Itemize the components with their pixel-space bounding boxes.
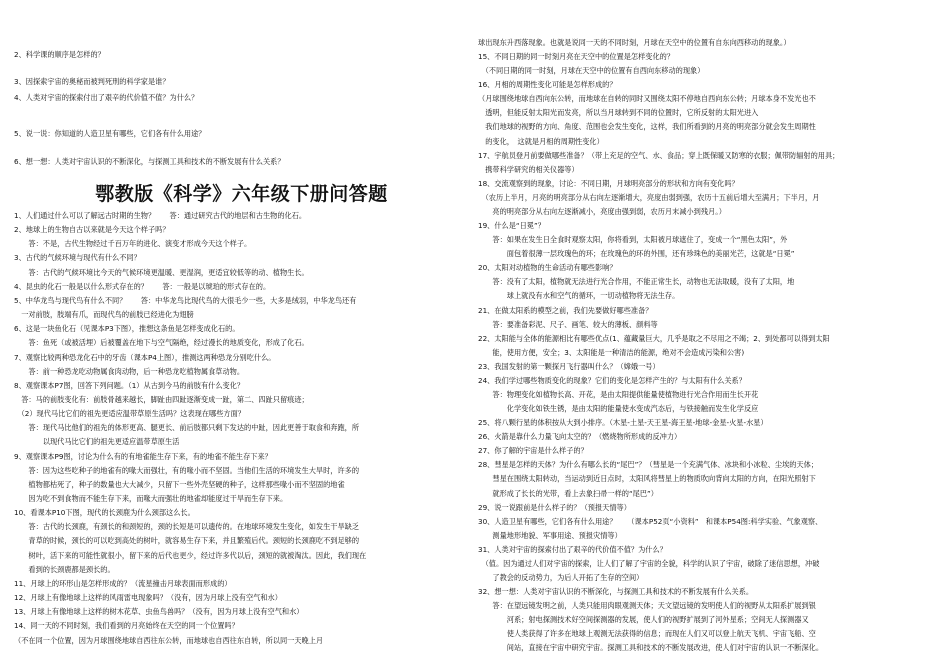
text-line: 16、月相的周期性变化可能是怎样形成的？ bbox=[478, 80, 617, 90]
text-line: 13、月球上有像地球上这样的树木花草、虫鱼鸟兽吗？（没有，因为月球上没有空气和水） bbox=[14, 607, 304, 617]
text-line: 答：古代的气候环境比今天的气候环境更温暖、更湿润，更适宜较低等的动、植物生长。 bbox=[14, 267, 309, 277]
top-question-5: 5、说一说：你知道的人造卫星有哪些，它们各有什么用途？ bbox=[14, 129, 206, 138]
text-line: 28、彗星是怎样的天体？为什么有哪么长的“尾巴”？（彗星是一个充满气体、冰块和小冰粒、尘埃的天体； bbox=[478, 460, 819, 470]
text-line: 彗星在围绕太阳转动，当运动到近日点时，太阳风将彗星上的物质吹向背向太阳的方向，在阳光照射下 bbox=[478, 474, 816, 484]
document-title: 鄂教版《科学》六年级下册问答题 bbox=[95, 183, 388, 205]
text-line: 17、宇航员登月前要做哪些准备？（带上充足的空气、水、食品；穿上既保暖又防寒的衣服；佩带防辐射的用具； bbox=[478, 150, 840, 160]
text-line: 1、人们通过什么可以了解远古时期的生物？ 答：通过研究古代的地层和古生物的化石。 bbox=[14, 211, 307, 220]
text-line: 29、说一说跟前是什么样子的？（预报天情等） bbox=[478, 502, 631, 512]
text-line: 答：古代的长颈鹿，有颈长的和颈短的，颈的长短是可以遗传的。在地球环境发生变化，如发生干旱缺乏 bbox=[14, 522, 360, 532]
text-line: 7、观察比较两种恐龙化石中的牙齿（课本P4上图），推测这两种恐龙分别吃什么。 bbox=[14, 352, 276, 362]
text-line: 间站，直接在宇宙中研究宇宙。探测工具和技术的不断发展改进，使人们对宇宙的认识一不断深化。 bbox=[478, 643, 824, 653]
text-line: 就形成了长长的光带，看上去象扫帚一样的“尾巴”） bbox=[478, 488, 658, 498]
text-line: 2、地球上的生物自古以来就是今天这个样子吗？ bbox=[14, 225, 170, 235]
text-line: 8、观察课本P7图，回答下列问题。（1）从古到今马的前肢有什么变化？ bbox=[14, 380, 245, 390]
top-question-4: 4、人类对宇宙的探索付出了艰辛的代价值不值？为什么？ bbox=[14, 93, 199, 102]
text-line: （值。因为通过人们对宇宙的探索，让人们了解了宇宙的全貌，科学的认识了宇宙，破除了迷信思想，冲破 bbox=[478, 558, 820, 568]
text-line: （不在同一个位置，因为月球围绕地球自西往东公转，而地球也自西往东自转，所以同一天晚上月 bbox=[14, 635, 324, 645]
text-line: 6、这是一块鱼化石（见课本P3下图），推想这条鱼是怎样变成化石的。 bbox=[14, 324, 240, 334]
text-line: 答：现代马比他们的祖先的体形更高、腿更长、前后肢都只剩下发达的中趾，因此更善于取食和奔跑，所 bbox=[14, 423, 360, 433]
text-line: 5、中华龙鸟与现代鸟有什么不同？ 答：中华龙鸟比现代鸟的大很毛少一些，大多是绒羽，中华龙鸟还有 bbox=[14, 295, 357, 305]
text-line: 青草的时候，颈长的可以吃到高处的树叶，就容易生存下来，并且繁殖后代。颈短的长颈鹿吃不到足够的 bbox=[14, 536, 360, 546]
text-line: 15、不同日期的同一时刻月亮在天空中的位置是怎样变化的？ bbox=[478, 52, 675, 62]
text-line: 植物都枯死了，种子的数量也大大减少，只留下一些外壳坚硬的种子，这样那些喙小而不坚固的地雀 bbox=[14, 479, 345, 489]
text-line: 因为吃不到食物而不能生存下来，而喙大而强壮的地雀却能度过干旱而生存下来。 bbox=[14, 494, 288, 503]
text-line: 答：前一种恐龙吃动物属食肉动物，后一种恐龙吃植物属食草动物。 bbox=[14, 366, 245, 376]
text-line: 一对前肢，肢端有爪，而现代鸟的前肢已经进化为翅膀 bbox=[14, 310, 194, 320]
text-line: 化学变化如铁生锈，是由太阳的能量使水变成汽态后，与铁接触而发生化学反应 bbox=[478, 404, 759, 414]
text-line: 10、看课本P10下图，现代的长颈鹿为什么颈部这么长。 bbox=[14, 508, 195, 518]
text-line: 使人类获得了许多在地球上观测无法获得的信息；而现在人们又可以登上航天飞机、宇宙飞船、空 bbox=[478, 629, 816, 639]
text-line: 以现代马比它们的祖先更适应温带草原生活 bbox=[14, 437, 180, 447]
text-line: 答：因为这些吃种子的地雀有的喙大而强壮，有的喙小而不坚固。当他们生活的环境发生大旱时，许多的 bbox=[14, 465, 360, 475]
text-line: 透明，但能反射太阳光而发亮，所以当月球转到不同的位置时，它所反射的太阳光进入 bbox=[478, 108, 759, 118]
top-question-2: 2、科学课的顺序是怎样的？ bbox=[14, 50, 105, 59]
text-line: 的变化， 这就是月相的周期性变化） bbox=[478, 136, 604, 146]
text-line: 22、太阳能与全体的能源相比有哪些优点(1、蕴藏量巨大，几乎是取之不尽用之不竭；2、到处都可以得到太阳 bbox=[478, 333, 830, 343]
text-line: 9、观察课本P9图，讨论为什么有的有地雀能生存下来，有的地雀不能生存下来？ bbox=[14, 451, 272, 461]
text-line: 答：在望远镜发明之前，人类只能用肉眼观测天体；天文望远镜的发明使人们的视野从太阳系扩展到银 bbox=[478, 601, 816, 611]
text-line: 了教会的反动势力，为后人开拓了生存的空间） bbox=[478, 573, 644, 583]
top-question-3: 3、因探索宇宙的奥秘而被判死刑的科学家是谁？ bbox=[14, 77, 170, 86]
text-line: （不同日期的同一时刻，月球在天空中的位置有自西向东移动的现象） bbox=[478, 66, 705, 76]
text-line: 亮的明亮部分从右向左逐渐减小，亮度由强到弱，农历月末减小到残月。） bbox=[478, 206, 726, 216]
text-line: （月球围绕地球自西向东公转，而地球在自转的同时又围绕太阳不停地自西向东公转；月球本身不发光也不 bbox=[478, 94, 816, 104]
text-line: 14、同一天的不同时刻，我们看到的月亮始终在天空的同一个位置吗？ bbox=[14, 621, 239, 631]
text-line: 18、交流观察到的现象，讨论：不同日期，月球明亮部分的形状和方向有变化吗？ bbox=[478, 178, 739, 188]
text-line: 20、太阳对动植物的生命活动有哪些影响？ bbox=[478, 263, 617, 273]
text-line: 3、古代的气候环境与现代有什么不同？ bbox=[14, 253, 141, 263]
text-line: 我们地球的视野的方向、角度、范围也会发生变化，这样，我们所看到的月亮的明亮部分就会发生周期性 bbox=[478, 122, 816, 132]
text-line: 携带科学研究的相关仪器等） bbox=[478, 164, 579, 174]
text-line: （农历上半月，月亮的明亮部分从右向左逐渐增大，亮度由弱到强，农历十五前后增大至满月；下半月，月 bbox=[478, 192, 820, 202]
text-line: 答：要准备彩泥、尺子、画笔、较大的薄板、颜料等 bbox=[478, 319, 658, 329]
text-line: 23、我国发射的第一颗探月飞行器叫什么？（嫦娥一号） bbox=[478, 361, 660, 371]
text-line: 答：物理变化如植物长高、开花，是由太阳提供能量使植物进行光合作用而生长开花 bbox=[478, 390, 759, 399]
text-line: 答：马的前肢变化有：前肢骨越来越长，脚趾由四趾逐渐变成一趾，第二、四趾只留痕迹； bbox=[14, 394, 309, 404]
text-line: 21、在做太阳系的模型之前，我们先要做好哪些准备？ bbox=[478, 305, 653, 315]
text-line: 27、你了解的宇宙是什么样子的？ bbox=[478, 446, 588, 456]
text-line: 看到的长颈鹿都是颈长的。 bbox=[14, 564, 115, 574]
text-line: 树叶，活下来的可能性就很小，留下来的后代也更少，经过许多代以后，颈短的就被淘汰。因此，我们现在 bbox=[14, 550, 367, 560]
text-line: 球上就没有水和空气的循环，一切动植物将无法生存。 bbox=[478, 291, 680, 301]
text-line: 19、什么是“日冕”？ bbox=[478, 221, 545, 231]
text-line: 球出现东升西落现象。也就是说同一天的不同时刻，月球在天空中的位置有自东向西移动的现象。） bbox=[478, 38, 791, 47]
text-line: 4、昆虫的化石一般是以什么形式存在的？ 答：一般是以琥珀的形式存在的。 bbox=[14, 281, 271, 291]
text-line: 31、人类对宇宙的探索付出了艰辛的代价值不值？为什么？ bbox=[478, 544, 667, 554]
text-line: 面包着很薄一层玫瑰色的环；在玫瑰色的环的外围，还有珍珠色的美丽光芒，这就是“日冕” bbox=[478, 249, 795, 259]
text-line: 12、月球上有像地球上这样的风雨雷电现象吗？（没有，因为月球上没有空气和水） bbox=[14, 593, 282, 603]
text-line: 答：没有了太阳，植物就无法进行光合作用，不能正常生长，动物也无法取暖，没有了太阳，地 bbox=[478, 277, 795, 287]
text-line: （2）现代马比它们的祖先更适应温带草原生活吗？这表现在哪些方面？ bbox=[14, 409, 245, 419]
text-line: 11、月球上的环形山是怎样形成的？（流星撞击月球表面而形成的） bbox=[14, 578, 232, 588]
text-line: 测量地形地貌、军事用途、预报灾情等） bbox=[478, 530, 622, 540]
text-line: 能，使用方便，安全；3、太阳能是一种清洁的能源，绝对不会造成污染和公害) bbox=[478, 347, 745, 357]
top-question-6: 6、想一想：人类对宇宙认识的不断深化，与探测工具和技术的不断发展有什么关系？ bbox=[14, 157, 285, 166]
text-line: 河系；射电探测技术好空间探测器的发展，使人们的视野扩展到了河外星系；空间无人探测器又 bbox=[478, 615, 809, 625]
text-line: 30、人造卫星有哪些，它们各有什么用途？ （课本P52页“小资料” 和课本P54图:科学实验、气象观察、 bbox=[478, 516, 823, 526]
text-line: 26、火箭是靠什么力量飞向太空的？（燃烧物所形成的反冲力） bbox=[478, 432, 682, 442]
text-line: 24、我们学过哪些物质变化的现象？它们的变化是怎样产生的？与太阳有什么关系？ bbox=[478, 375, 746, 385]
text-line: 25、将八颗行星的体积按从大到小排序。（木星-土星-天王星-海王星-地球-金星-火星-水星） bbox=[478, 418, 768, 428]
text-line: 32、想一想：人类对宇宙认识的不断深化，与探测工具和技术的不断发展有什么关系。 bbox=[478, 587, 754, 597]
text-line: 答：如果在发生日全食时观察太阳，你将看到，太阳被月球遮住了，变成一个“黑色太阳”，外 bbox=[478, 235, 788, 245]
text-line: 答：不是，古代生物经过千百万年的进化、演变才形成今天这个样子。 bbox=[14, 239, 252, 249]
text-line: 答：鱼死（或被活埋）后被覆盖在地下与空气隔绝，经过漫长的地质变化，形成了化石。 bbox=[14, 338, 309, 348]
